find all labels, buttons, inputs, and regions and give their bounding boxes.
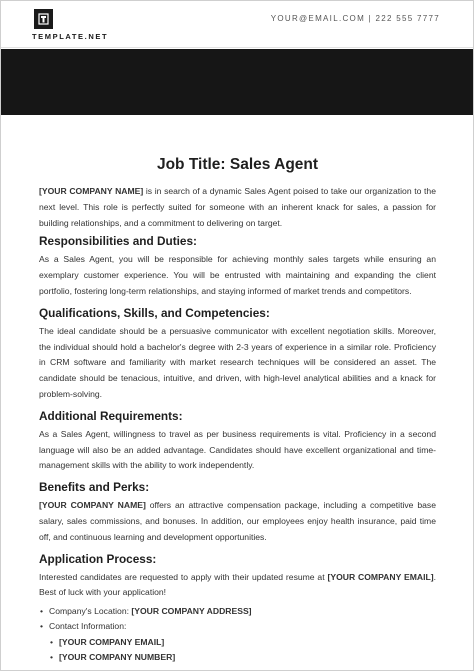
responsibilities-heading: Responsibilities and Duties: [39,234,197,249]
application-heading: Application Process: [39,551,157,566]
company-name-placeholder: [YOUR COMPANY NAME] [39,500,146,511]
list-item [49,635,436,650]
document-title: Job Title: Sales Agent [156,156,319,173]
list-item [39,604,436,619]
additional-text: As a Sales Agent, willingness to travel as per business requirements is vital. Proficiency in a second language will also be an added advantage. Candidates should have excellent organizational and time-management skills with the ability to work independently. [39,428,436,471]
benefits-heading: Benefits and Perks: [39,480,150,495]
header-banner [1,49,473,115]
list-item [49,650,436,665]
logo-text: TEMPLATE.NET [32,32,109,41]
page-header [1,1,473,48]
benefits-paragraph [39,498,436,545]
qualifications-text: The ideal candidate should be a persuasive communicator with excellent negotiation skills. Moreover, the individual should hold a bachelor's degree with 2-3 years of experience in a similar role. Proficiency in CRM software and familiarity with market research techniques will be considered an asset. The candidate should be tenacious, intuitive, and driven, with high-level analytical abilities and a knack for problem-solving. [39,325,436,399]
template-logo-icon [34,9,53,29]
location-label: Company's Location: [49,606,132,617]
contact-email-placeholder: [YOUR COMPANY EMAIL] [59,636,165,647]
contact-number-placeholder: [YOUR COMPANY NUMBER] [59,651,176,662]
intro-text: is in search of a dynamic Sales Agent poised to take our organization to the next level. This role is perfectly suited for someone with an inherent knack for sales, a passion for building relationships, and a commitment to delivering on target. [39,186,436,228]
additional-heading: Additional Requirements: [39,408,183,423]
intro-paragraph [39,184,436,231]
responsibilities-text: As a Sales Agent, you will be responsible for achieving monthly sales targets while ensuring an exemplary customer experience. You will be entrusted with maintaining and expanding the client portfolio, fostering long-term relationships, and staying informed of market trends and competitors. [39,254,436,296]
company-name-placeholder: [YOUR COMPANY NAME] [39,186,144,196]
company-address-placeholder: [YOUR COMPANY ADDRESS] [131,606,252,617]
contact-label: Contact Information: [49,621,127,632]
header-contact: YOUR@EMAIL.COM | 222 555 7777 [270,14,440,23]
application-text-before: Interested candidates are requested to apply with their updated resume at [39,571,328,582]
contact-sublist [39,635,436,665]
qualifications-heading: Qualifications, Skills, and Competencies: [39,305,270,320]
application-text-after: . Best of luck with your application! [39,571,436,598]
benefits-text: offers an attractive compensation package, including a competitive base salary, sales commissions, and bonuses. In addition, our employees enjoy health insurance, paid time off, and continuous learning and development opportunities. [39,500,437,542]
application-details-list [39,604,436,634]
company-email-placeholder: [YOUR COMPANY EMAIL] [327,571,434,582]
application-paragraph [39,570,436,602]
list-item [39,619,436,634]
document-body [39,156,436,665]
